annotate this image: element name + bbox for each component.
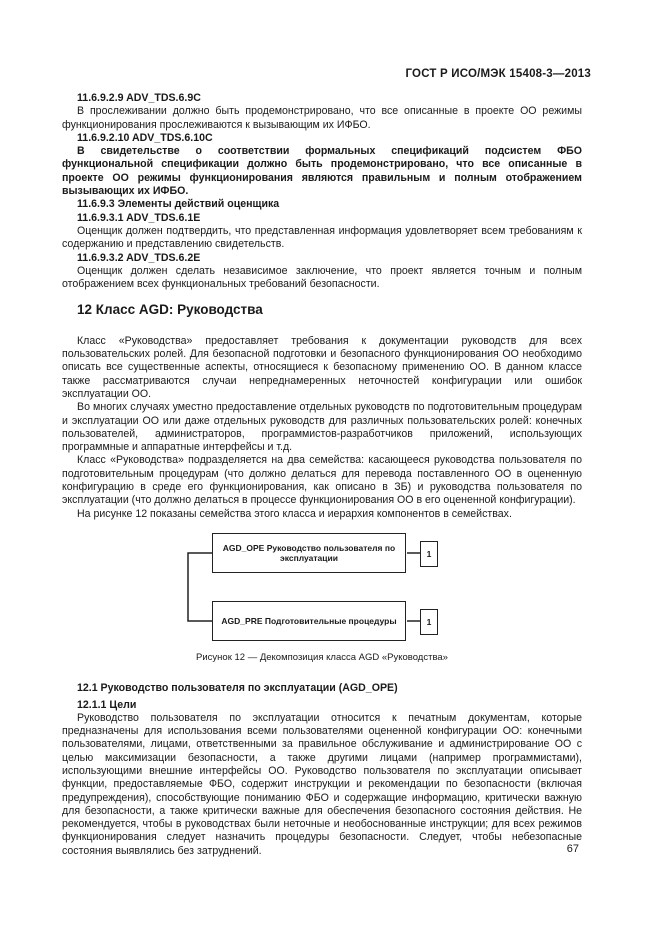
paragraph: Оценщик должен сделать независимое заключение, что проект является точным и полным отображением всех функциональных требований безопасности. <box>62 264 582 291</box>
paragraph: В прослеживании должно быть продемонстрировано, что все описанные в проекте ОО режимы функционирования прослеживаются к вызывающим их ИФБО. <box>62 105 582 131</box>
agd-ope-level: 1 <box>420 541 438 567</box>
paragraph: Класс «Руководства» подразделяется на два семейства: касающееся руководства пользователя по подготовительным процедурам (что должно делаться для перевода поставленного ОО в оцененную конфигурацию в среде его функционирования, как описано в ЗБ) и руководства пользователя по эксплуатации (что должно делаться в процессе функционирования ОО в его оцененной конфигурации). <box>62 454 582 507</box>
decomposition-diagram <box>62 529 582 647</box>
paragraph: Руководство пользователя по эксплуатации относится к печатным документам, которые предназначены для использования всеми пользователями оцененной конфигурации ОО: конечными пользователями, лицами, ответственными за правильное обслуживание и администрирование ОО с целью максимизации безопасности, а также другими лицами (например программистами), использующими внешние интерфейсы ОО. Руководство пользователя по эксплуатации описывает функции, предоставляемые ФБО, содержит инструкции и рекомендации по безопасности (включая предупреждения), способствующие пониманию ФБО и содержащие информацию, критически важную для безопасности, а также критически важные для обеспечения безопасного состояния действия. Не рекомендуется, чтобы в руководствах были неточные и необоснованные инструкции; для всех режимов функционирования следует назначить процедуры безопасности. Следует, чтобы небезопасные состояния выявлялись без затруднений. <box>62 711 582 857</box>
figure-caption: Рисунок 12 — Декомпозиция класса AGD «Руководства» <box>196 651 448 663</box>
agd-pre-level: 1 <box>420 609 438 635</box>
paragraph: В свидетельстве о соответствии формальных спецификаций подсистем ФБО функциональной спецификации должно быть продемонстрировано, что все описанные в проекте ОО режимы функционирования являются правильным и полным отображением вызывающих их ИФБО. <box>62 145 582 198</box>
paragraph: На рисунке 12 показаны семейства этого класса и иерархия компонентов в семействах. <box>77 507 512 520</box>
agd-pre-box: AGD_PRE Подготовительные процедуры <box>212 601 406 641</box>
paragraph: Оценщик должен подтвердить, что представленная информация удовлетворяет всем требованиям к содержанию и представлению свидетельств. <box>62 224 582 251</box>
section-heading: 11.6.9.3.1 ADV_TDS.6.1E <box>77 211 201 224</box>
paragraph: Во многих случаях уместно предоставление отдельных руководств по подготовительным процедурам и эксплуатации ОО или даже отдельных руководств для различных пользовательских ролей: конечных пользователей, администраторов, программистов-разработчиков приложений, использующих программные и аппаратные интерфейсы и т.д. <box>62 401 582 454</box>
agd-ope-box: AGD_OPE Руководство пользователя по эксплуатации <box>212 533 406 573</box>
page-number: 67 <box>566 843 579 855</box>
paragraph: Класс «Руководства» предоставляет требования к документации руководств для всех пользовательских ролей. Для безопасной подготовки и безопасного функционирования ОО необходимо описать все существенные аспекты, относящиеся к безопасному применению ОО. В данном классе также рассматриваются случаи непреднамеренных неточностей конфигурации или ошибок эксплуатации ОО. <box>62 334 582 400</box>
section-heading: 11.6.9.2.9 ADV_TDS.6.9C <box>77 92 201 104</box>
section-heading: 12.1.1 Цели <box>77 698 137 711</box>
section-heading: 11.6.9.3 Элементы действий оценщика <box>77 198 280 211</box>
standard-header: ГОСТ Р ИСО/МЭК 15408-3—2013 <box>405 68 591 80</box>
section-heading: 11.6.9.2.10 ADV_TDS.6.10C <box>77 131 213 144</box>
document-body <box>62 92 582 858</box>
section-heading: 12.1 Руководство пользователя по эксплуатации (AGD_OPE) <box>77 682 398 695</box>
section-heading: 11.6.9.3.2 ADV_TDS.6.2E <box>77 251 201 264</box>
chapter-title: 12 Класс AGD: Руководства <box>77 302 263 318</box>
